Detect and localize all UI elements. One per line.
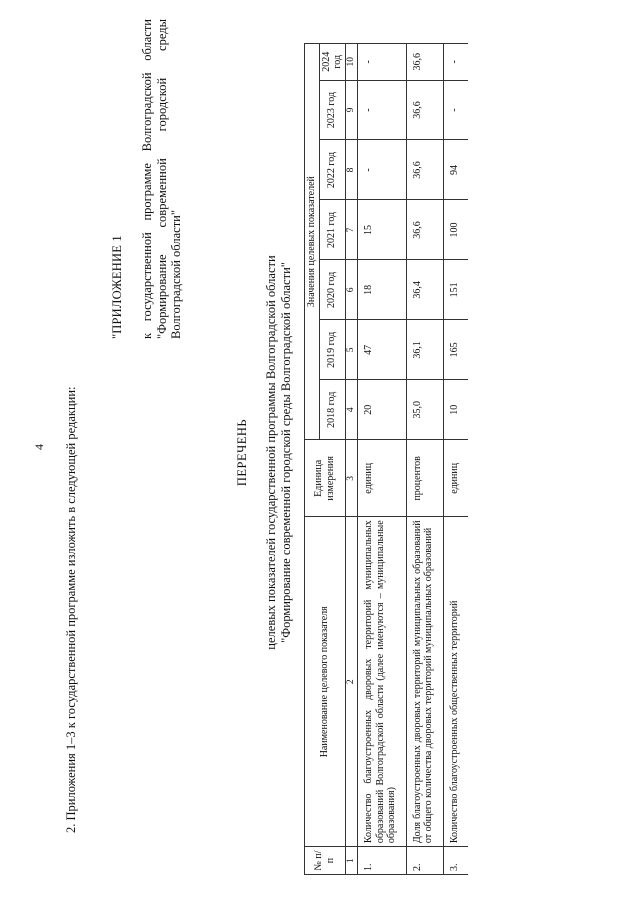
row-value: 36,6 <box>406 200 443 260</box>
table-row <box>358 44 407 875</box>
list-subtitle: целевых показателей государственной программы Волгоградской области "Формирование современной городской среды Волгоградской области" <box>264 255 293 650</box>
header-unit: Единица измерения <box>305 440 346 517</box>
column-number: 7 <box>345 200 358 260</box>
row-value: 94 <box>443 140 468 200</box>
list-title: ПЕРЕЧЕНЬ <box>235 418 249 487</box>
table-row <box>406 44 443 875</box>
header-name: Наименование целевого показателя <box>305 517 346 847</box>
row-value: 36,6 <box>406 44 443 81</box>
row-name: Доля благоустроенных дворовых территорий муниципальных образований от общего количества дворовых территорий муниципальных образований <box>406 517 443 847</box>
annex-reference: к государственной программе Волгоградской области "Формирование современной городской среды Волгоградской области" <box>140 19 183 339</box>
header-values-group: Значения целевых показателей <box>305 44 320 440</box>
row-value: 18 <box>358 260 407 320</box>
row-unit: единиц <box>358 440 407 517</box>
row-value: 165 <box>443 320 468 380</box>
header-year: 2022 год <box>319 140 345 200</box>
column-number: 10 <box>345 44 358 81</box>
row-value: - <box>443 44 468 81</box>
header-num: № п/п <box>305 847 346 875</box>
column-number: 8 <box>345 140 358 200</box>
column-number: 6 <box>345 260 358 320</box>
row-num: 1. <box>358 847 407 875</box>
row-value: - <box>358 44 407 81</box>
row-value: 36,6 <box>406 140 443 200</box>
header-year: 2024 год <box>319 44 345 81</box>
row-value: 151 <box>443 260 468 320</box>
row-num: 3. <box>443 847 468 875</box>
row-value: 15 <box>358 200 407 260</box>
header-year: 2018 год <box>319 380 345 440</box>
row-unit: единиц <box>443 440 468 517</box>
column-number: 2 <box>345 517 358 847</box>
intro-paragraph: 2. Приложения 1–3 к государственной программе изложить в следующей редакции: <box>64 386 78 833</box>
column-number: 3 <box>345 440 358 517</box>
row-value: - <box>358 140 407 200</box>
row-value: 20 <box>358 380 407 440</box>
row-value: - <box>358 80 407 140</box>
header-year: 2023 год <box>319 80 345 140</box>
annex-title: "ПРИЛОЖЕНИЕ 1 <box>110 235 124 339</box>
row-value: 36,6 <box>406 80 443 140</box>
row-value: 100 <box>443 200 468 260</box>
row-value: 36,1 <box>406 320 443 380</box>
row-name: Количество благоустроенных общественных территорий <box>443 517 468 847</box>
page-number: 4 <box>32 444 46 450</box>
row-value: 36,4 <box>406 260 443 320</box>
column-number: 1 <box>345 847 358 875</box>
header-year: 2021 год <box>319 200 345 260</box>
column-number: 5 <box>345 320 358 380</box>
row-name: Количество благоустроенных дворовых территорий муниципальных образований Волгоградской области (далее именуются – муниципальные образования) <box>358 517 407 847</box>
column-number: 4 <box>345 380 358 440</box>
column-number: 9 <box>345 80 358 140</box>
row-value: 35,0 <box>406 380 443 440</box>
row-value: - <box>443 80 468 140</box>
row-value: 47 <box>358 320 407 380</box>
header-year: 2020 год <box>319 260 345 320</box>
row-value: 10 <box>443 380 468 440</box>
row-num: 2. <box>406 847 443 875</box>
table-row <box>443 44 468 875</box>
row-unit: процентов <box>406 440 443 517</box>
indicators-table <box>304 43 468 875</box>
header-year: 2019 год <box>319 320 345 380</box>
